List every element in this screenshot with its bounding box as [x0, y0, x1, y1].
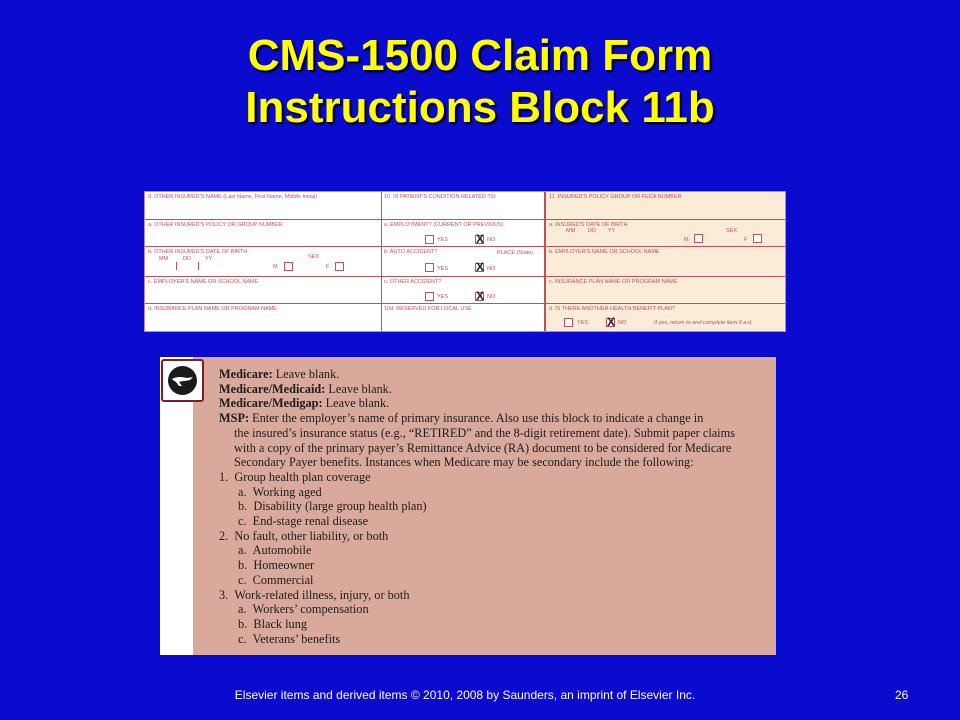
sex-label: SEX: [726, 228, 738, 234]
dob-mm-label: MM: [159, 256, 169, 262]
form-row: [381, 277, 544, 304]
form-row: [145, 277, 381, 304]
form-row: [546, 304, 785, 332]
medicaid-text: Leave blank.: [325, 381, 392, 396]
form-label: 10. IS PATIENT'S CONDITION RELATED TO:: [384, 194, 497, 200]
form-label: b. AUTO ACCIDENT?: [384, 249, 438, 255]
copyright-text: Elsevier items and derived items © 2010, 2008 by Saunders, an imprint of Elsevier Inc.: [234, 688, 696, 702]
claim-form-excerpt: [144, 191, 786, 332]
medicare-eagle-icon: [161, 359, 204, 402]
yes-checkbox: [425, 263, 434, 272]
list-item: c. Veterans’ benefits: [238, 631, 341, 646]
list-item: a. Automobile: [238, 543, 312, 558]
icon-disc: [168, 366, 197, 395]
form-label: 10d. RESERVED FOR LOCAL USE: [384, 306, 472, 312]
form-row: [546, 247, 785, 277]
yes-label: YES: [437, 266, 449, 272]
form-column-insured-policy: [546, 192, 785, 331]
form-label: 11. INSURED'S POLICY GROUP OR FECA NUMBER: [549, 194, 682, 200]
checked-mark: X: [607, 315, 616, 329]
yes-checkbox: [425, 235, 434, 244]
dob-dd-label: DD: [183, 256, 191, 262]
sex-m-label: M: [684, 237, 689, 243]
form-row: [546, 192, 785, 220]
medigap-label: Medicare/Medigap:: [219, 396, 323, 411]
instruction-box: [160, 357, 776, 655]
medicare-label: Medicare:: [219, 367, 273, 381]
sex-m-checkbox: [694, 234, 703, 243]
instruction-line: [219, 367, 769, 382]
slide-footer: [0, 688, 930, 704]
form-label: c. INSURANCE PLAN NAME OR PROGRAM NAME: [549, 279, 678, 285]
form-row: [381, 220, 544, 247]
form-row: [145, 247, 381, 277]
list-item: c. End-stage renal disease: [238, 514, 369, 529]
slide-title-line2: Instructions Block 11b: [245, 83, 715, 132]
medigap-text: Leave blank.: [322, 396, 390, 411]
place-state-label: PLACE (State): [497, 250, 534, 256]
instruction-line: [219, 396, 769, 411]
list-item: b. Homeowner: [238, 558, 315, 573]
form-label: c. OTHER ACCIDENT?: [384, 279, 442, 285]
form-row: [381, 247, 544, 277]
checked-mark: X: [476, 289, 485, 303]
form-label: d. INSURANCE PLAN NAME OR PROGRAM NAME: [148, 306, 277, 312]
form-label: 9. OTHER INSURED'S NAME (Last Name, First Name, Middle Initial): [148, 194, 318, 200]
checked-mark: X: [476, 260, 485, 274]
no-label: NO: [487, 237, 496, 243]
form-label: a. OTHER INSURED'S POLICY OR GROUP NUMBER: [148, 222, 283, 228]
msp-text: Enter the employer’s name of primary insurance. Also use this block to indicate a change in: [249, 411, 704, 426]
sex-m-label: M: [273, 264, 278, 270]
list-item: a. Working aged: [238, 484, 322, 499]
yes-label: YES: [437, 294, 449, 300]
instruction-line: [219, 382, 769, 397]
if-yes-note: If yes, return to and complete item 9 a-d.: [654, 320, 753, 326]
no-label: NO: [618, 320, 627, 326]
no-label: NO: [487, 266, 496, 272]
form-row: [145, 220, 381, 247]
instruction-line: the insured’s insurance status (e.g., “RETIRED” and the 8-digit retirement date). Submit paper claims: [234, 425, 735, 440]
form-row: [381, 304, 544, 332]
dob-dd-label: DD: [588, 228, 596, 234]
medicare-text: Leave blank.: [272, 367, 340, 381]
form-row: [546, 220, 785, 247]
instruction-text: [219, 367, 769, 646]
medicaid-label: Medicare/Medicaid:: [219, 381, 326, 396]
sex-f-checkbox: [335, 262, 344, 271]
instruction-line: with a copy of the primary payer’s Remittance Advice (RA) document to be considered for Medicare: [234, 440, 732, 455]
form-label: a. INSURED'S DATE OF BIRTH: [549, 222, 628, 228]
form-row: [145, 192, 381, 220]
form-row: [145, 304, 381, 332]
instruction-line: [219, 411, 769, 426]
yes-label: YES: [437, 237, 449, 243]
list-item: a. Workers’ compensation: [238, 602, 369, 617]
list-item: 1. Group health plan coverage: [219, 469, 371, 484]
list-item: 3. Work-related illness, injury, or both: [219, 587, 410, 602]
checked-mark: X: [476, 232, 485, 246]
dob-yy-label: YY: [608, 228, 616, 234]
form-label: b. EMPLOYER'S NAME OR SCHOOL NAME: [549, 249, 660, 255]
no-label: NO: [487, 294, 496, 300]
sex-f-label: F: [744, 237, 748, 243]
divider: [198, 262, 199, 270]
form-label: b. OTHER INSURED'S DATE OF BIRTH: [148, 249, 248, 255]
yes-label: YES: [577, 320, 589, 326]
sex-m-checkbox: [284, 262, 293, 271]
instruction-line: Secondary Payer benefits. Instances when Medicare may be secondary include the following:: [234, 455, 694, 470]
form-row: [546, 277, 785, 304]
form-label: a. EMPLOYMENT? (CURRENT OR PREVIOUS): [384, 222, 504, 228]
list-item: 2. No fault, other liability, or both: [219, 528, 389, 543]
list-item: b. Disability (large group health plan): [238, 499, 427, 514]
dob-mm-label: MM: [566, 228, 576, 234]
msp-label: MSP:: [219, 411, 250, 426]
form-column-other-insured: [145, 192, 382, 331]
slide-title-line1: CMS-1500 Claim Form: [247, 31, 713, 80]
divider: [176, 262, 177, 270]
list-item: c. Commercial: [238, 572, 314, 587]
dob-yy-label: YY: [205, 256, 213, 262]
sex-label: SEX: [308, 254, 320, 260]
sex-f-label: F: [326, 264, 330, 270]
form-column-condition-related: [381, 192, 546, 331]
form-label: d. IS THERE ANOTHER HEALTH BENEFIT PLAN?: [549, 306, 675, 312]
list-item: b. Black lung: [238, 616, 307, 631]
eagle-glyph: [168, 366, 197, 395]
form-label: c. EMPLOYER'S NAME OR SCHOOL NAME: [148, 279, 259, 285]
yes-checkbox: [425, 292, 434, 301]
slide-title: [0, 30, 960, 134]
form-row: [381, 192, 544, 220]
page-number: 26: [895, 688, 909, 702]
yes-checkbox: [564, 318, 573, 327]
sex-f-checkbox: [753, 234, 762, 243]
